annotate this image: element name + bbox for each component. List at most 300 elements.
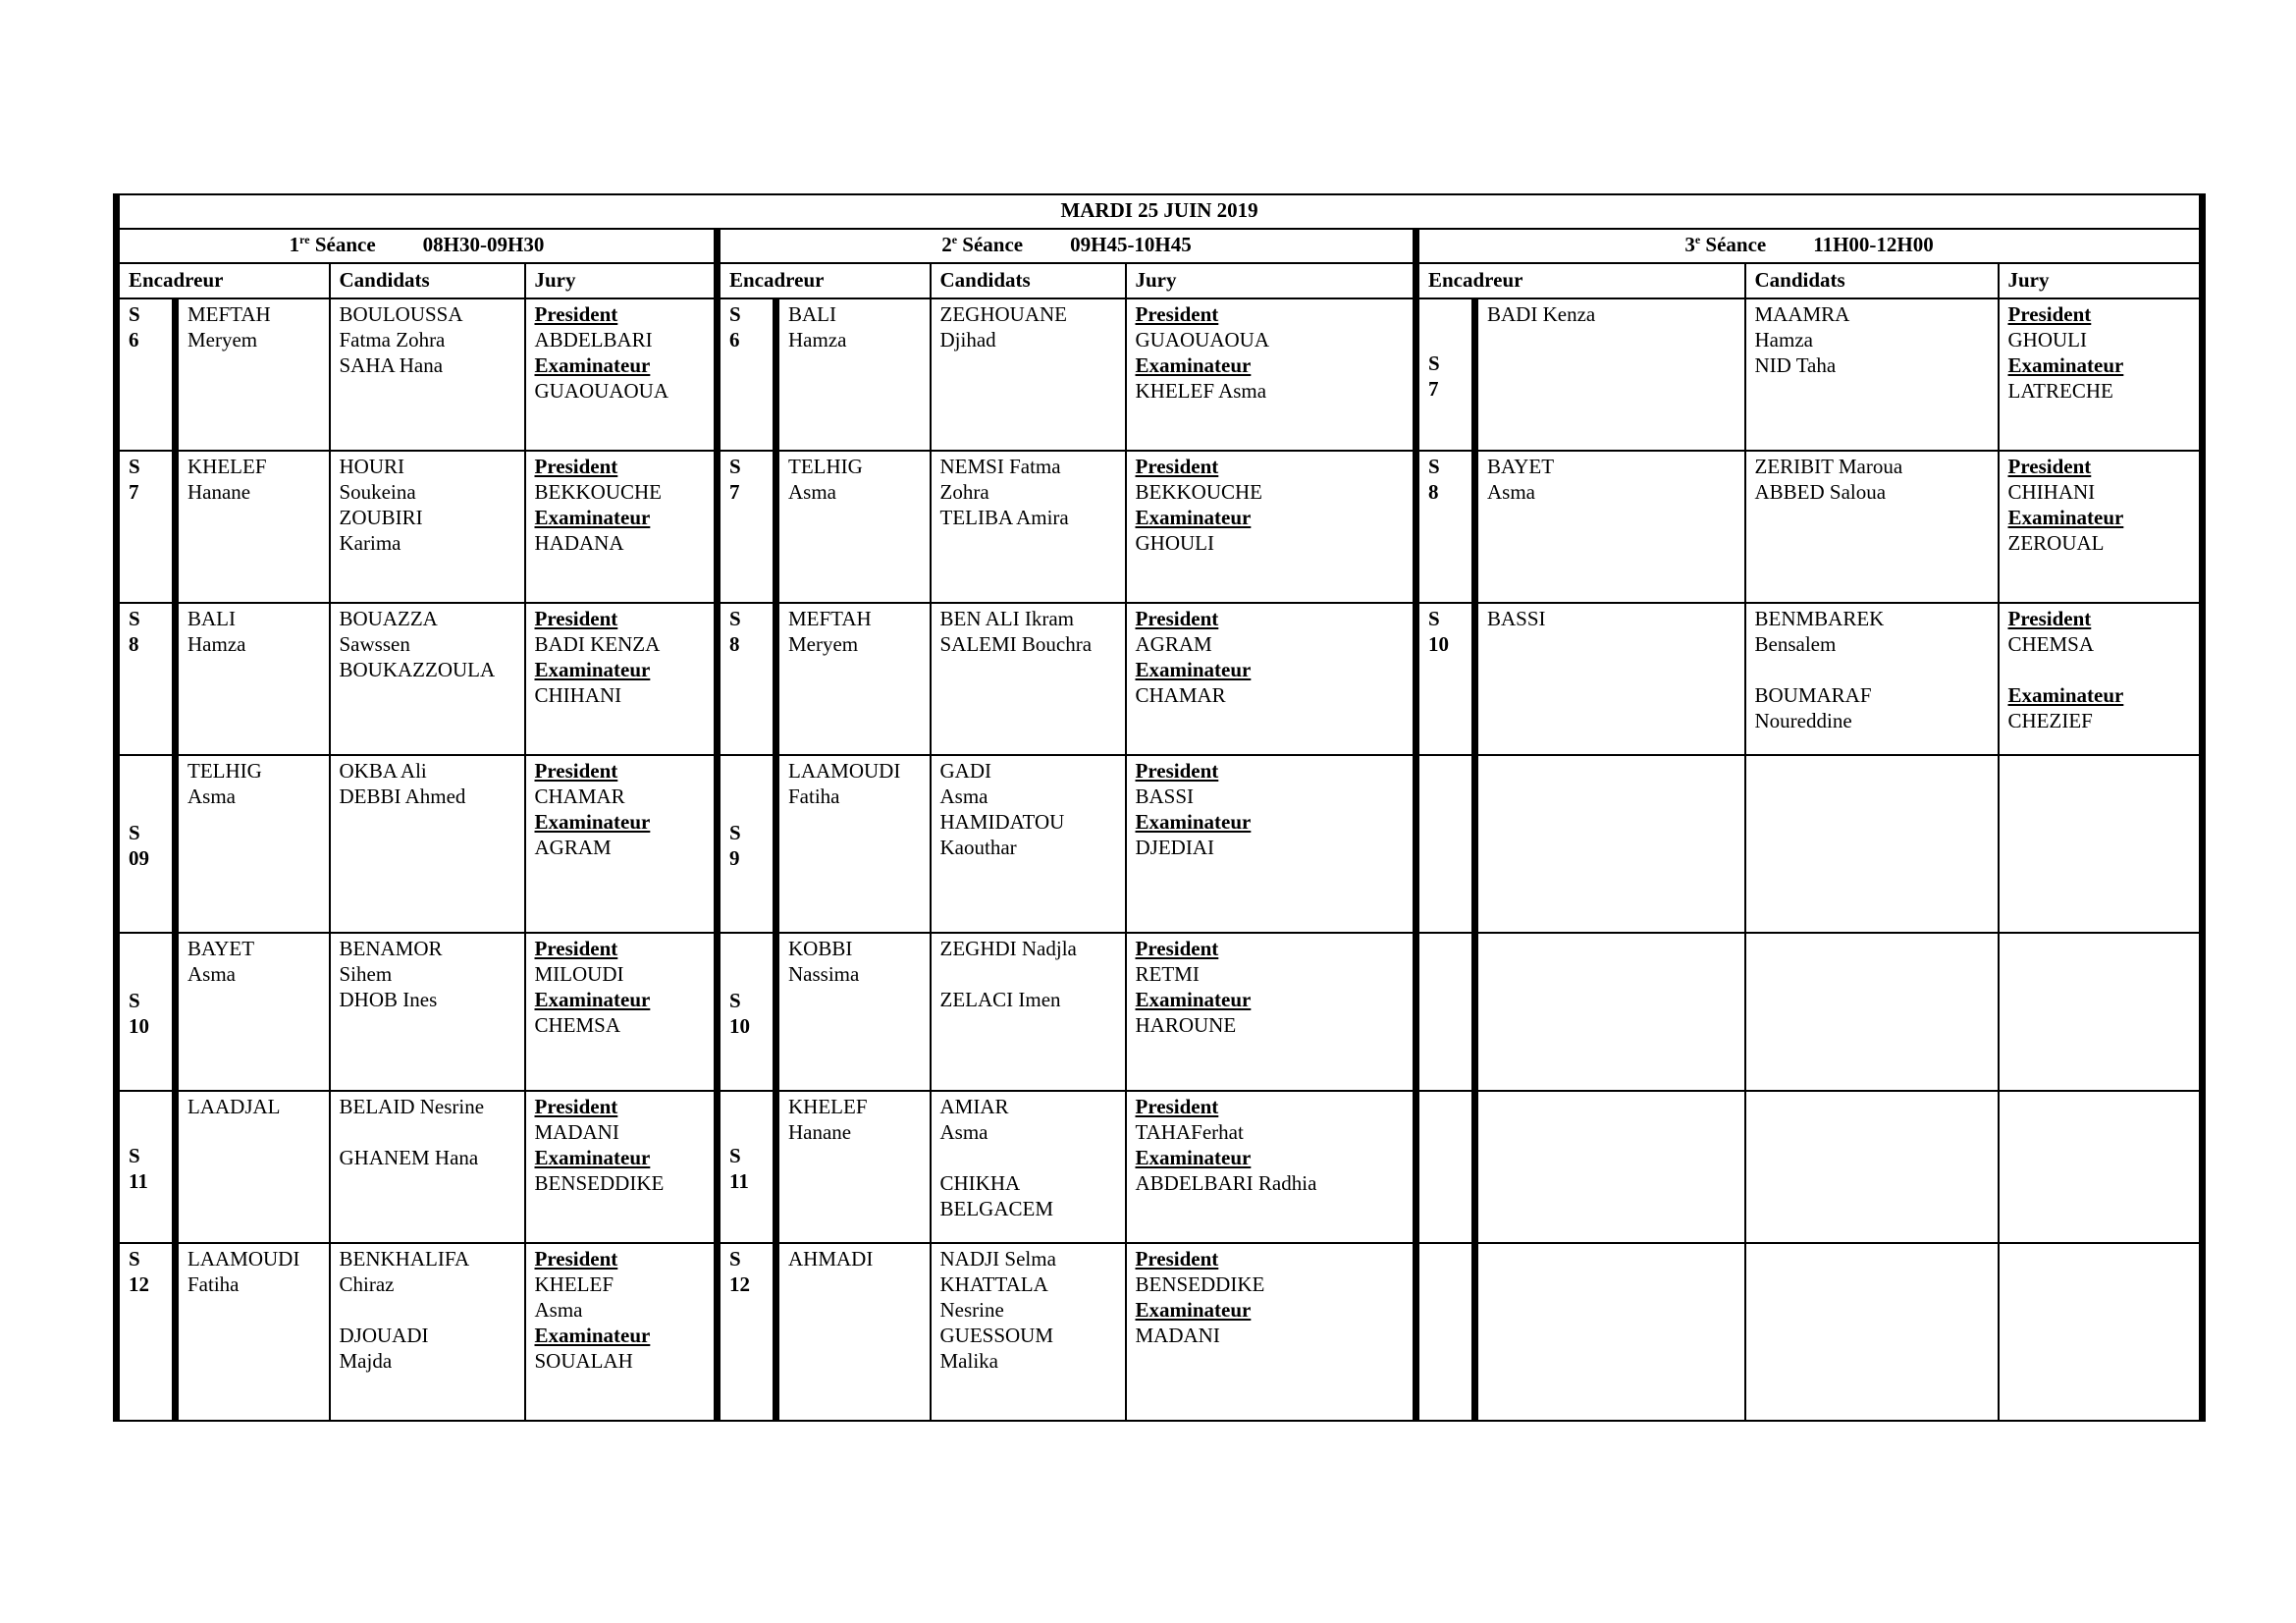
candidate-name: MAAMRA — [1754, 302, 1850, 326]
encadreur-name: KHELEF — [187, 455, 267, 478]
seance-1-jury-cell — [525, 603, 718, 755]
jury-member: ABDELBARI Radhia — [1135, 1171, 1317, 1195]
candidate-name — [340, 1119, 515, 1145]
candidate-name: ZEGHOUANE — [939, 302, 1067, 326]
candidate-name: HOURI — [339, 455, 404, 478]
seance-3-cand-cell — [1745, 755, 1999, 933]
candidate-name: Nesrine — [939, 1298, 1004, 1322]
seance-1-room-cell — [117, 933, 176, 1091]
jury-member: KHELEF Asma — [1135, 379, 1267, 403]
seance-3-room-cell — [1416, 1243, 1475, 1421]
room-label: 10 — [129, 1013, 149, 1038]
seance-3-enc-cell — [1475, 755, 1745, 933]
president-label: President — [1135, 455, 1219, 478]
seance-2-jury-cell — [1126, 933, 1416, 1091]
jury-member: CHEMSA — [2007, 632, 2095, 656]
schedule-body — [117, 194, 2203, 1421]
president-label: President — [1135, 302, 1219, 326]
encadreur-name: BALI — [788, 302, 836, 326]
president-label: President — [1135, 1247, 1219, 1271]
examinateur-label: Examinateur — [534, 988, 651, 1011]
encadreur-name: MEFTAH — [788, 607, 872, 630]
room-label: S — [729, 1247, 741, 1271]
encadreur-name: BASSI — [1487, 607, 1546, 630]
seance-3-jury-cell — [1999, 755, 2203, 933]
encadreur-name: BAYET — [187, 937, 255, 960]
jury-member: CHIHANI — [2007, 480, 2096, 504]
seance-2-jury-cell — [1126, 755, 1416, 933]
room-label: S — [729, 302, 741, 326]
room-label: 8 — [129, 632, 139, 656]
seance-2-sup: e — [951, 233, 958, 246]
candidate-name: Bensalem — [1754, 632, 1837, 656]
seance-3-room-cell — [1416, 451, 1475, 603]
seance-3-enc-cell — [1475, 603, 1745, 755]
seance-2-room-cell — [718, 1091, 776, 1243]
encadreur-name: AHMADI — [788, 1247, 874, 1271]
title-row — [117, 194, 2203, 229]
seance-3-cand-cell — [1745, 933, 1999, 1091]
seance-1-jury-cell — [525, 1091, 718, 1243]
seance-1-sup: re — [299, 233, 310, 246]
seance-3-jury-cell — [1999, 933, 2203, 1091]
seance-1-enc-cell — [176, 1243, 330, 1421]
room-label: 10 — [729, 1013, 750, 1038]
seance-1-room-cell — [117, 1243, 176, 1421]
room-label: S — [129, 988, 140, 1012]
candidate-name: BENAMOR — [339, 937, 443, 960]
seance-2-room-cell — [718, 755, 776, 933]
encadreur-name: Asma — [788, 480, 836, 504]
candidate-name: KHATTALA — [939, 1272, 1048, 1296]
seance-1-enc-cell — [176, 933, 330, 1091]
candidate-name: Zohra — [939, 480, 989, 504]
candidate-name: Fatma Zohra — [339, 328, 446, 352]
session-row — [117, 451, 2203, 603]
candidate-name: Sawssen — [339, 632, 410, 656]
seance-3-enc-cell — [1475, 451, 1745, 603]
president-label: President — [534, 455, 618, 478]
encadreur-name: Hamza — [788, 328, 847, 352]
seance-2-ord: 2 — [941, 233, 952, 256]
column-header-row — [117, 263, 2203, 298]
seance-2-jury-cell — [1126, 451, 1416, 603]
room-label: 6 — [129, 328, 139, 352]
seance-3-jury-cell — [1999, 1243, 2203, 1421]
room-label: 6 — [729, 328, 740, 352]
seance-2-cand-cell — [931, 1243, 1126, 1421]
seance-3-room-cell — [1416, 1091, 1475, 1243]
president-label: President — [2007, 607, 2092, 630]
candidate-name: GUESSOUM — [939, 1324, 1054, 1347]
seance-2-jury-cell — [1126, 603, 1416, 755]
seance-3-jury-cell — [1999, 603, 2203, 755]
jury-member: Asma — [534, 1298, 583, 1322]
jury-member: MILOUDI — [534, 962, 624, 986]
candidate-name: DJOUADI — [339, 1324, 429, 1347]
president-label: President — [1135, 607, 1219, 630]
col-header-jury-3: Jury — [1999, 263, 2203, 298]
room-label: S — [129, 1143, 140, 1167]
room-label: 09 — [129, 845, 149, 870]
seance-2-room-cell — [718, 933, 776, 1091]
room-label: 12 — [129, 1272, 149, 1296]
room-label: 11 — [129, 1168, 148, 1193]
seance-3-cand-cell — [1745, 1243, 1999, 1421]
candidate-name: CHIKHA — [939, 1171, 1021, 1195]
candidate-name: BENMBAREK — [1754, 607, 1885, 630]
encadreur-name: Hanane — [788, 1120, 852, 1144]
candidate-name — [1755, 657, 1989, 682]
examinateur-label: Examinateur — [2007, 353, 2124, 377]
president-label: President — [534, 1095, 618, 1118]
seance-row — [117, 229, 2203, 263]
candidate-name: Asma — [939, 1120, 988, 1144]
candidate-name — [340, 1297, 515, 1323]
encadreur-name: TELHIG — [788, 455, 863, 478]
seance-2-time: 09H45-10H45 — [1070, 233, 1192, 256]
candidate-name: Kaouthar — [939, 836, 1017, 859]
room-label: 9 — [729, 845, 740, 870]
room-label: 7 — [729, 480, 740, 504]
president-label: President — [1135, 759, 1219, 783]
seance-2-jury-cell — [1126, 1243, 1416, 1421]
seance-2-cand-cell — [931, 933, 1126, 1091]
seance-3-enc-cell — [1475, 1243, 1745, 1421]
encadreur-name: BAYET — [1487, 455, 1555, 478]
seance-1-label: Séance — [314, 233, 376, 256]
candidate-name: BELAID Nesrine — [339, 1095, 485, 1118]
room-label: S — [1428, 455, 1440, 478]
jury-member: CHEMSA — [534, 1013, 621, 1037]
schedule-table — [113, 193, 2206, 1422]
seance-2-label: Séance — [962, 233, 1024, 256]
session-row — [117, 933, 2203, 1091]
examinateur-label: Examinateur — [1135, 1298, 1252, 1322]
candidate-name: Asma — [939, 784, 988, 808]
encadreur-name: Asma — [1487, 480, 1535, 504]
candidate-name: NEMSI Fatma — [939, 455, 1061, 478]
seance-1-cand-cell — [330, 933, 525, 1091]
seance-3-ord: 3 — [1684, 233, 1695, 256]
seance-1-cand-cell — [330, 755, 525, 933]
room-label: 10 — [1428, 632, 1449, 656]
candidate-name: DHOB Ines — [339, 988, 438, 1011]
jury-member — [2008, 657, 2191, 682]
col-header-encadreur-2: Encadreur — [718, 263, 931, 298]
president-label: President — [1135, 1095, 1219, 1118]
session-row — [117, 1243, 2203, 1421]
room-label: 8 — [729, 632, 740, 656]
seance-2-jury-cell — [1126, 298, 1416, 451]
room-label: 12 — [729, 1272, 750, 1296]
seance-2-enc-cell — [776, 451, 931, 603]
seance-1-jury-cell — [525, 1243, 718, 1421]
candidate-name: SALEMI Bouchra — [939, 632, 1093, 656]
seance-2-cand-cell — [931, 451, 1126, 603]
room-label: S — [129, 455, 140, 478]
candidate-name: NID Taha — [1754, 353, 1837, 377]
jury-member: GUAOUAOUA — [534, 379, 668, 403]
encadreur-name: BALI — [187, 607, 236, 630]
seance-1-enc-cell — [176, 451, 330, 603]
seance-2-room-cell — [718, 298, 776, 451]
jury-member: HADANA — [534, 531, 624, 555]
seance-3-enc-cell — [1475, 933, 1745, 1091]
candidate-name: ZERIBIT Maroua — [1754, 455, 1903, 478]
candidate-name: BOUMARAF — [1754, 683, 1872, 707]
col-header-encadreur-3: Encadreur — [1416, 263, 1745, 298]
room-label: S — [129, 1247, 140, 1271]
candidate-name — [940, 1145, 1116, 1170]
schedule-title: MARDI 25 JUIN 2019 — [117, 194, 2203, 229]
seance-1-room-cell — [117, 298, 176, 451]
candidate-name: ZOUBIRI — [339, 506, 423, 529]
room-label: S — [729, 988, 741, 1012]
examinateur-label: Examinateur — [534, 810, 651, 834]
candidate-name: BELGACEM — [939, 1197, 1053, 1220]
jury-member: BEKKOUCHE — [534, 480, 662, 504]
seance-1-jury-cell — [525, 933, 718, 1091]
seance-1-enc-cell — [176, 1091, 330, 1243]
seance-1-enc-cell — [176, 298, 330, 451]
encadreur-name: Meryem — [187, 328, 258, 352]
jury-member: CHAMAR — [1135, 683, 1226, 707]
jury-member: GHOULI — [1135, 531, 1214, 555]
room-label: S — [729, 820, 741, 844]
seance-1-cand-cell — [330, 298, 525, 451]
jury-member: ZEROUAL — [2007, 531, 2105, 555]
president-label: President — [534, 302, 618, 326]
examinateur-label: Examinateur — [1135, 988, 1252, 1011]
seance-2-cand-cell — [931, 755, 1126, 933]
seance-3-header — [1416, 229, 2203, 263]
examinateur-label: Examinateur — [534, 658, 651, 681]
seance-1-jury-cell — [525, 451, 718, 603]
seance-2-jury-cell — [1126, 1091, 1416, 1243]
candidate-name: Noureddine — [1754, 709, 1852, 732]
seance-1-room-cell — [117, 1091, 176, 1243]
encadreur-name: Asma — [187, 784, 236, 808]
jury-member: AGRAM — [534, 836, 612, 859]
col-header-encadreur-1: Encadreur — [117, 263, 330, 298]
candidate-name: Malika — [939, 1349, 998, 1373]
seance-3-enc-cell — [1475, 1091, 1745, 1243]
candidate-name: BOUAZZA — [339, 607, 438, 630]
seance-2-enc-cell — [776, 298, 931, 451]
candidate-name: OKBA Ali — [339, 759, 427, 783]
seance-2-cand-cell — [931, 603, 1126, 755]
examinateur-label: Examinateur — [1135, 658, 1252, 681]
col-header-candidats-3: Candidats — [1745, 263, 1999, 298]
encadreur-name: Fatiha — [788, 784, 840, 808]
candidate-name: TELIBA Amira — [939, 506, 1069, 529]
seance-3-cand-cell — [1745, 451, 1999, 603]
encadreur-name: Fatiha — [187, 1272, 240, 1296]
seance-1-cand-cell — [330, 1243, 525, 1421]
jury-member: GUAOUAOUA — [1135, 328, 1269, 352]
seance-2-header — [718, 229, 1416, 263]
candidate-name — [940, 961, 1116, 987]
seance-3-jury-cell — [1999, 451, 2203, 603]
jury-member: CHIHANI — [534, 683, 622, 707]
jury-member: GHOULI — [2007, 328, 2087, 352]
encadreur-name: KHELEF — [788, 1095, 868, 1118]
session-row — [117, 755, 2203, 933]
president-label: President — [534, 1247, 618, 1271]
encadreur-name: MEFTAH — [187, 302, 271, 326]
candidate-name: GADI — [939, 759, 991, 783]
examinateur-label: Examinateur — [2007, 506, 2124, 529]
president-label: President — [2007, 302, 2092, 326]
col-header-jury-1: Jury — [525, 263, 718, 298]
president-label: President — [534, 759, 618, 783]
col-header-candidats-2: Candidats — [931, 263, 1126, 298]
encadreur-name: Hamza — [187, 632, 246, 656]
room-label: 8 — [1428, 480, 1439, 504]
encadreur-name: Meryem — [788, 632, 859, 656]
room-label: S — [129, 302, 140, 326]
candidate-name: Djihad — [939, 328, 996, 352]
seance-1-cand-cell — [330, 451, 525, 603]
seance-1-header — [117, 229, 718, 263]
candidate-name: ZEGHDI Nadjla — [939, 937, 1077, 960]
candidate-name: SAHA Hana — [339, 353, 444, 377]
seance-2-cand-cell — [931, 298, 1126, 451]
seance-3-cand-cell — [1745, 1091, 1999, 1243]
seance-1-ord: 1 — [289, 233, 300, 256]
encadreur-name: BADI Kenza — [1487, 302, 1596, 326]
jury-member: MADANI — [534, 1120, 619, 1144]
president-label: President — [534, 937, 618, 960]
session-row — [117, 603, 2203, 755]
examinateur-label: Examinateur — [2007, 683, 2124, 707]
encadreur-name: TELHIG — [187, 759, 262, 783]
candidate-name: DEBBI Ahmed — [339, 784, 466, 808]
seance-3-jury-cell — [1999, 298, 2203, 451]
seance-2-enc-cell — [776, 1091, 931, 1243]
encadreur-name: Asma — [187, 962, 236, 986]
jury-member: BADI KENZA — [534, 632, 661, 656]
candidate-name: Majda — [339, 1349, 393, 1373]
seance-2-cand-cell — [931, 1091, 1126, 1243]
jury-member: CHEZIEF — [2007, 709, 2093, 732]
room-label: S — [729, 455, 741, 478]
encadreur-name: Nassima — [788, 962, 860, 986]
encadreur-name: KOBBI — [788, 937, 853, 960]
candidate-name: Karima — [339, 531, 401, 555]
candidate-name: Sihem — [339, 962, 393, 986]
seance-3-enc-cell — [1475, 298, 1745, 451]
seance-3-room-cell — [1416, 298, 1475, 451]
seance-1-room-cell — [117, 755, 176, 933]
president-label: President — [534, 607, 618, 630]
jury-member: LATRECHE — [2007, 379, 2113, 403]
room-label: 11 — [729, 1168, 749, 1193]
encadreur-name: LAAMOUDI — [187, 1247, 300, 1271]
examinateur-label: Examinateur — [1135, 353, 1252, 377]
seance-3-room-cell — [1416, 933, 1475, 1091]
seance-3-cand-cell — [1745, 603, 1999, 755]
jury-member: AGRAM — [1135, 632, 1212, 656]
seance-2-enc-cell — [776, 1243, 931, 1421]
seance-2-room-cell — [718, 603, 776, 755]
room-label: S — [1428, 607, 1440, 630]
candidate-name: Hamza — [1754, 328, 1813, 352]
president-label: President — [2007, 455, 2092, 478]
seance-1-room-cell — [117, 603, 176, 755]
jury-member: MADANI — [1135, 1324, 1220, 1347]
seance-1-cand-cell — [330, 603, 525, 755]
seance-2-enc-cell — [776, 933, 931, 1091]
room-label: S — [729, 1143, 741, 1167]
examinateur-label: Examinateur — [534, 353, 651, 377]
col-header-candidats-1: Candidats — [330, 263, 525, 298]
seance-1-enc-cell — [176, 755, 330, 933]
seance-1-time: 08H30-09H30 — [422, 233, 545, 256]
seance-3-time: 11H00-12H00 — [1813, 233, 1934, 256]
seance-1-enc-cell — [176, 603, 330, 755]
jury-member: ABDELBARI — [534, 328, 653, 352]
examinateur-label: Examinateur — [534, 1324, 651, 1347]
seance-3-label: Séance — [1705, 233, 1767, 256]
jury-member: CHAMAR — [534, 784, 625, 808]
jury-member: DJEDIAI — [1135, 836, 1214, 859]
seance-1-cand-cell — [330, 1091, 525, 1243]
candidate-name: AMIAR — [939, 1095, 1009, 1118]
candidate-name: ABBED Saloua — [1754, 480, 1887, 504]
seance-3-sup: e — [1694, 233, 1701, 246]
seance-1-jury-cell — [525, 755, 718, 933]
jury-member: BEKKOUCHE — [1135, 480, 1262, 504]
seance-2-room-cell — [718, 1243, 776, 1421]
examinateur-label: Examinateur — [1135, 1146, 1252, 1169]
candidate-name: Soukeina — [339, 480, 416, 504]
col-header-jury-2: Jury — [1126, 263, 1416, 298]
seance-3-cand-cell — [1745, 298, 1999, 451]
jury-member: RETMI — [1135, 962, 1200, 986]
room-label: S — [129, 607, 140, 630]
candidate-name: BOULOUSSA — [339, 302, 463, 326]
session-row — [117, 1091, 2203, 1243]
candidate-name: NADJI Selma — [939, 1247, 1056, 1271]
seance-3-jury-cell — [1999, 1091, 2203, 1243]
encadreur-name: LAADJAL — [187, 1095, 281, 1118]
room-label: S — [729, 607, 741, 630]
room-label: S — [129, 820, 140, 844]
jury-member: HAROUNE — [1135, 1013, 1237, 1037]
examinateur-label: Examinateur — [534, 1146, 651, 1169]
seance-3-room-cell — [1416, 755, 1475, 933]
president-label: President — [1135, 937, 1219, 960]
encadreur-name: LAAMOUDI — [788, 759, 901, 783]
session-row — [117, 298, 2203, 451]
examinateur-label: Examinateur — [1135, 506, 1252, 529]
candidate-name: ZELACI Imen — [939, 988, 1061, 1011]
candidate-name: GHANEM Hana — [339, 1146, 479, 1169]
jury-member: KHELEF — [534, 1272, 614, 1296]
candidate-name: BOUKAZZOULA — [339, 658, 496, 681]
examinateur-label: Examinateur — [1135, 810, 1252, 834]
jury-member: BENSEDDIKE — [1135, 1272, 1265, 1296]
room-label: 7 — [1428, 376, 1439, 401]
jury-member: BASSI — [1135, 784, 1195, 808]
jury-member: SOUALAH — [534, 1349, 633, 1373]
candidate-name: BENKHALIFA — [339, 1247, 470, 1271]
seance-2-room-cell — [718, 451, 776, 603]
jury-member: TAHAFerhat — [1135, 1120, 1244, 1144]
seance-1-jury-cell — [525, 298, 718, 451]
